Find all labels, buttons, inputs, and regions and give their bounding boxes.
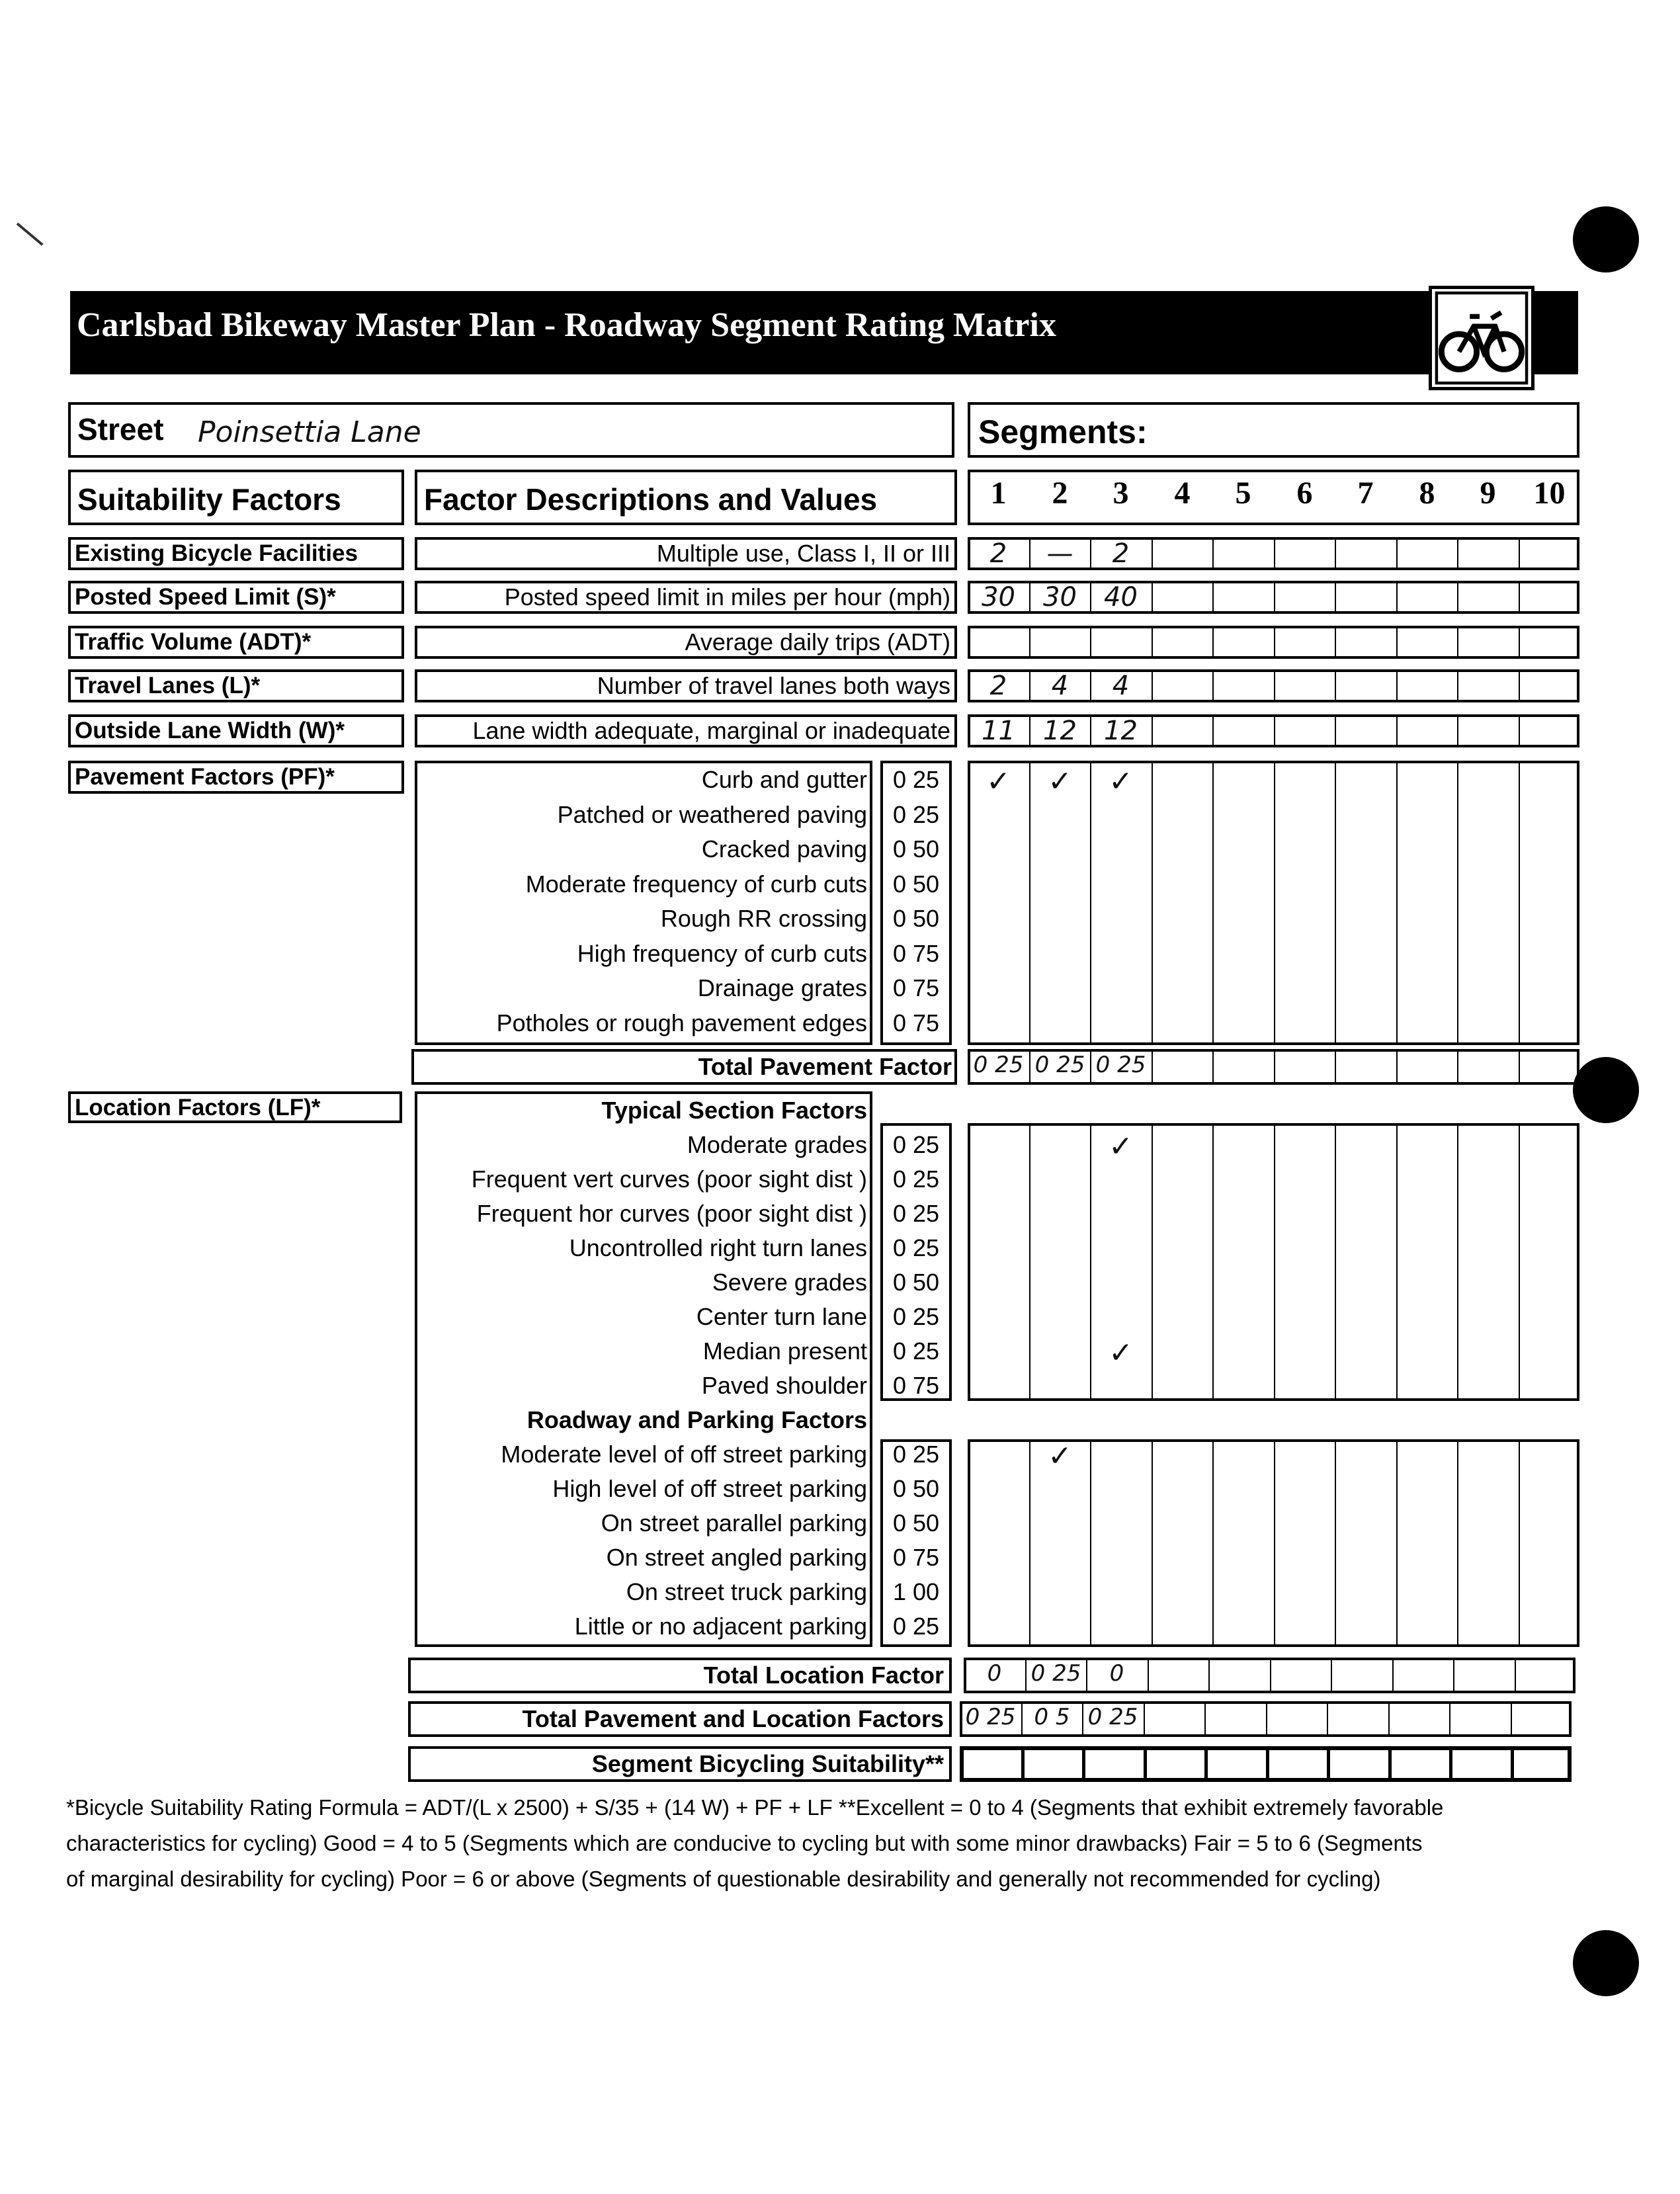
segment-number: 2 (1052, 476, 1068, 511)
combined-total-value: 0 25 (1087, 1704, 1138, 1730)
total-pavement-value: 0 25 (973, 1052, 1024, 1078)
pavement-item: Potholes or rough pavement edges (496, 1009, 867, 1036)
typical-item: Frequent hor curves (poor sight dist ) (476, 1200, 867, 1227)
existing-facilities-value: 2 (989, 538, 1007, 569)
total-location-col-line (1392, 1658, 1394, 1693)
parking-value: 0 25 (892, 1441, 940, 1468)
total-location-value: 0 25 (1030, 1660, 1081, 1687)
parking-col-line (1335, 1439, 1336, 1647)
pavement-col-line (1335, 761, 1336, 1045)
traffic-volume-col-line (1090, 626, 1091, 659)
typical-col-line (1212, 1123, 1214, 1401)
typical-col-line (1396, 1123, 1398, 1401)
pavement-item: Curb and gutter (701, 766, 867, 793)
total-location-label: Total Location Factor (703, 1662, 944, 1689)
speed-limit-col-line (1457, 581, 1458, 614)
lane-width-col-line (1396, 714, 1398, 747)
suitability-col-line (1327, 1746, 1330, 1782)
traffic-volume-col-line (1457, 626, 1458, 659)
existing-facilities-col-line (1519, 537, 1520, 570)
scan-mark (17, 222, 44, 245)
parking-item: High level of off street parking (552, 1475, 867, 1502)
total-pavement-box (411, 1049, 957, 1085)
typical-value: 0 75 (892, 1372, 940, 1399)
total-pavement-col-line (1457, 1049, 1458, 1085)
suitability-header-box (68, 470, 404, 525)
travel-lanes-value: 2 (989, 671, 1007, 701)
suitability-col-line (1021, 1746, 1025, 1782)
pavement-item: High frequency of curb cuts (577, 939, 867, 967)
traffic-volume-col-line (1212, 626, 1214, 659)
total-pavement-col-line (1335, 1049, 1336, 1085)
page-title: Carlsbad Bikeway Master Plan - Roadway Segment Rating Matrix (77, 306, 1056, 344)
punch-hole-middle (1573, 1057, 1639, 1123)
footnote-line-1: *Bicycle Suitability Rating Formula = ADT/(L x 2500) + S/35 + (14 W) + PF + LF **Excellent = 0 to 4 (Segments that exhibit extremely favorable (66, 1795, 1444, 1820)
pavement-factors-label: Pavement Factors (PF)* (68, 761, 404, 794)
travel-lanes-col-line (1457, 669, 1458, 702)
parking-value: 0 50 (892, 1475, 940, 1502)
traffic-volume-col-line (1335, 626, 1336, 659)
parking-col-line (1152, 1439, 1153, 1647)
parking-mark: ✓ (1048, 1439, 1072, 1473)
existing-facilities-col-line (1335, 537, 1336, 570)
traffic-volume-col-line (1519, 626, 1520, 659)
travel-lanes-value: 4 (1051, 671, 1069, 701)
parking-heading: Roadway and Parking Factors (526, 1406, 867, 1433)
parking-value: 0 50 (892, 1509, 940, 1537)
segment-number: 6 (1296, 476, 1313, 511)
typical-item: Center turn lane (696, 1303, 867, 1330)
parking-value: 0 75 (892, 1544, 940, 1571)
pavement-value: 0 75 (892, 939, 940, 967)
total-location-value: 0 (987, 1660, 1002, 1687)
total-pavement-col-line (1212, 1049, 1214, 1085)
segment-number: 8 (1419, 476, 1435, 511)
lane-width-description: Lane width adequate, marginal or inadequate (415, 714, 957, 747)
parking-col-line (1274, 1439, 1275, 1647)
segment-number: 10 (1533, 476, 1566, 511)
lane-width-label: Outside Lane Width (W)* (68, 714, 404, 747)
pavement-value: 0 75 (892, 974, 940, 1001)
travel-lanes-description: Number of travel lanes both ways (415, 669, 957, 702)
lane-width-value: 12 (1043, 716, 1077, 746)
segment-number: 9 (1480, 476, 1496, 511)
pavement-mark: ✓ (1048, 765, 1072, 798)
pavement-mark: ✓ (1109, 765, 1133, 798)
existing-facilities-value: — (1046, 538, 1073, 569)
traffic-volume-col-line (1396, 626, 1398, 659)
lane-width-value: 11 (982, 716, 1015, 746)
suitability-col-line (1266, 1746, 1269, 1782)
pavement-col-line (1152, 761, 1153, 1045)
segments-box (968, 402, 1579, 458)
travel-lanes-col-line (1396, 669, 1398, 702)
traffic-volume-col-line (1274, 626, 1275, 659)
travel-lanes-value: 4 (1112, 671, 1130, 701)
parking-item: On street angled parking (606, 1544, 867, 1571)
segment-number: 4 (1174, 476, 1191, 511)
pavement-col-line (1090, 761, 1091, 1045)
footnote-line-2: characteristics for cycling) Good = 4 to 5 (Segments which are conducive to cycling but with some minor drawbacks) Fair = 5 to 6 (Segments (66, 1831, 1423, 1855)
existing-facilities-value: 2 (1112, 538, 1130, 569)
existing-facilities-col-line (1274, 537, 1275, 570)
suitability-col-line (1082, 1746, 1085, 1782)
descriptions-header: Factor Descriptions and Values (424, 482, 878, 517)
total-pavement-value: 0 25 (1095, 1052, 1146, 1078)
pavement-value: 0 50 (892, 870, 940, 898)
segment-number: 7 (1357, 476, 1374, 511)
suitability-header: Suitability Factors (77, 482, 341, 517)
total-pavement-col-line (1396, 1049, 1398, 1085)
pavement-value: 0 75 (892, 1009, 940, 1036)
total-location-col-line (1453, 1658, 1454, 1693)
location-factors-label: Location Factors (LF)* (68, 1091, 402, 1123)
typical-value: 0 25 (892, 1165, 940, 1193)
typical-mark: ✓ (1109, 1336, 1133, 1370)
typical-value: 0 50 (892, 1269, 940, 1296)
pavement-mark: ✓ (986, 765, 1011, 798)
traffic-volume-label: Traffic Volume (ADT)* (68, 626, 404, 659)
parking-col-line (1519, 1439, 1520, 1647)
speed-limit-value: 40 (1104, 582, 1138, 612)
typical-value: 0 25 (892, 1303, 940, 1330)
combined-total-value: 0 5 (1034, 1704, 1070, 1730)
existing-facilities-col-line (1396, 537, 1398, 570)
traffic-volume-col-line (1029, 626, 1030, 659)
parking-col-line (1457, 1439, 1458, 1647)
combined-total-box (408, 1701, 952, 1737)
travel-lanes-col-line (1519, 669, 1520, 702)
parking-value: 1 00 (892, 1578, 940, 1605)
speed-limit-col-line (1212, 581, 1214, 614)
typical-item: Frequent vert curves (poor sight dist ) (471, 1165, 867, 1193)
typical-value: 0 25 (892, 1234, 940, 1261)
typical-col-line (1457, 1123, 1458, 1401)
total-location-col-line (1515, 1658, 1516, 1693)
total-location-col-line (1208, 1658, 1210, 1693)
suitability-box (408, 1746, 952, 1782)
speed-limit-col-line (1335, 581, 1336, 614)
parking-item: On street parallel parking (601, 1509, 867, 1537)
speed-limit-label: Posted Speed Limit (S)* (68, 581, 404, 614)
typical-item: Severe grades (712, 1269, 867, 1296)
combined-total-label: Total Pavement and Location Factors (522, 1705, 944, 1732)
parking-col-line (1212, 1439, 1214, 1647)
pavement-item: Rough RR crossing (660, 905, 867, 932)
pavement-value: 0 50 (892, 835, 940, 863)
traffic-volume-description: Average daily trips (ADT) (415, 626, 957, 659)
parking-value: 0 25 (892, 1613, 940, 1640)
travel-lanes-col-line (1335, 669, 1336, 702)
pavement-value: 0 50 (892, 905, 940, 932)
total-pavement-value: 0 25 (1034, 1052, 1085, 1078)
speed-limit-col-line (1396, 581, 1398, 614)
parking-item: On street truck parking (626, 1578, 867, 1605)
typical-item: Paved shoulder (701, 1372, 867, 1399)
existing-facilities-col-line (1457, 537, 1458, 570)
typical-value: 0 25 (892, 1200, 940, 1227)
suitability-col-line (1144, 1746, 1147, 1782)
lane-width-col-line (1335, 714, 1336, 747)
speed-limit-description: Posted speed limit in miles per hour (mph) (415, 581, 957, 614)
descriptions-header-box (415, 470, 957, 525)
speed-limit-col-line (1274, 581, 1275, 614)
punch-hole-top (1573, 206, 1639, 273)
footnote-line-3: of marginal desirability for cycling) Poor = 6 or above (Segments of questionable desirability and generally not recommended for cycling) (66, 1867, 1381, 1891)
typical-item: Median present (702, 1337, 867, 1365)
segment-number: 1 (990, 476, 1007, 511)
typical-col-line (1029, 1123, 1030, 1401)
segment-number: 5 (1235, 476, 1251, 511)
suitability-col-line (1449, 1746, 1452, 1782)
pavement-col-line (1212, 761, 1214, 1045)
pavement-value: 0 25 (892, 766, 940, 793)
combined-total-col-line (1266, 1701, 1267, 1737)
lane-width-col-line (1212, 714, 1214, 747)
street-label: Street (77, 412, 164, 446)
lane-width-col-line (1152, 714, 1153, 747)
lane-width-col-line (1519, 714, 1520, 747)
typical-col-line (1519, 1123, 1520, 1401)
combined-total-col-line (1204, 1701, 1206, 1737)
pavement-col-line (1519, 761, 1520, 1045)
parking-col-line (1396, 1439, 1398, 1647)
travel-lanes-col-line (1212, 669, 1214, 702)
traffic-volume-col-line (1152, 626, 1153, 659)
combined-total-col-line (1144, 1701, 1145, 1737)
existing-facilities-label: Existing Bicycle Facilities (68, 537, 404, 570)
typical-value: 0 25 (892, 1131, 940, 1158)
street-box (68, 402, 954, 458)
total-pavement-col-line (1152, 1049, 1153, 1085)
combined-total-value: 0 25 (965, 1704, 1016, 1730)
combined-total-col-line (1388, 1701, 1390, 1737)
speed-limit-col-line (1152, 581, 1153, 614)
total-pavement-col-line (1274, 1049, 1275, 1085)
suitability-col-line (1511, 1746, 1514, 1782)
typical-col-line (1274, 1123, 1275, 1401)
typical-item: Uncontrolled right turn lanes (569, 1234, 867, 1261)
suitability-col-line (1204, 1746, 1208, 1782)
typical-col-line (1152, 1123, 1153, 1401)
pavement-col-line (1274, 761, 1275, 1045)
speed-limit-value: 30 (1043, 582, 1077, 612)
existing-facilities-col-line (1212, 537, 1214, 570)
typical-item: Moderate grades (687, 1131, 867, 1158)
total-location-col-line (1270, 1658, 1271, 1693)
pavement-col-line (1396, 761, 1398, 1045)
travel-lanes-label: Travel Lanes (L)* (68, 669, 404, 702)
pavement-item: Patched or weathered paving (557, 800, 867, 828)
suitability-col-line (1388, 1746, 1392, 1782)
total-location-value: 0 (1109, 1660, 1124, 1687)
existing-facilities-col-line (1152, 537, 1153, 570)
street-name-handwritten: Poinsettia Lane (198, 415, 421, 449)
speed-limit-value: 30 (982, 582, 1015, 612)
total-location-col-line (1331, 1658, 1332, 1693)
pavement-item: Drainage grates (697, 974, 867, 1001)
segment-number: 3 (1113, 476, 1129, 511)
total-pavement-col-line (1519, 1049, 1520, 1085)
typical-section-heading: Typical Section Factors (601, 1097, 867, 1124)
typical-col-line (1335, 1123, 1336, 1401)
suitability-label: Segment Bicycling Suitability** (591, 1750, 944, 1777)
title-banner (70, 291, 1578, 374)
pavement-item: Moderate frequency of curb cuts (525, 870, 867, 898)
pavement-col-line (1029, 761, 1030, 1045)
combined-total-col-line (1327, 1701, 1328, 1737)
typical-mark: ✓ (1109, 1130, 1133, 1163)
parking-item: Little or no adjacent parking (574, 1613, 867, 1640)
total-location-col-line (1148, 1658, 1149, 1693)
total-location-box (408, 1658, 952, 1693)
speed-limit-col-line (1519, 581, 1520, 614)
typical-value: 0 25 (892, 1337, 940, 1365)
punch-hole-bottom (1573, 1930, 1639, 1996)
pavement-col-line (1457, 761, 1458, 1045)
pavement-item: Cracked paving (701, 835, 867, 863)
travel-lanes-col-line (1274, 669, 1275, 702)
lane-width-col-line (1274, 714, 1275, 747)
bicycle-logo-icon (1429, 286, 1534, 390)
segments-label: Segments: (978, 413, 1148, 450)
parking-item: Moderate level of off street parking (501, 1441, 867, 1468)
existing-facilities-description: Multiple use, Class I, II or III (415, 537, 957, 570)
total-pavement-label: Total Pavement Factor (698, 1053, 952, 1080)
combined-total-col-line (1511, 1701, 1512, 1737)
travel-lanes-col-line (1152, 669, 1153, 702)
combined-total-col-line (1449, 1701, 1450, 1737)
pavement-value: 0 25 (892, 800, 940, 828)
lane-width-col-line (1457, 714, 1458, 747)
lane-width-value: 12 (1104, 716, 1138, 746)
